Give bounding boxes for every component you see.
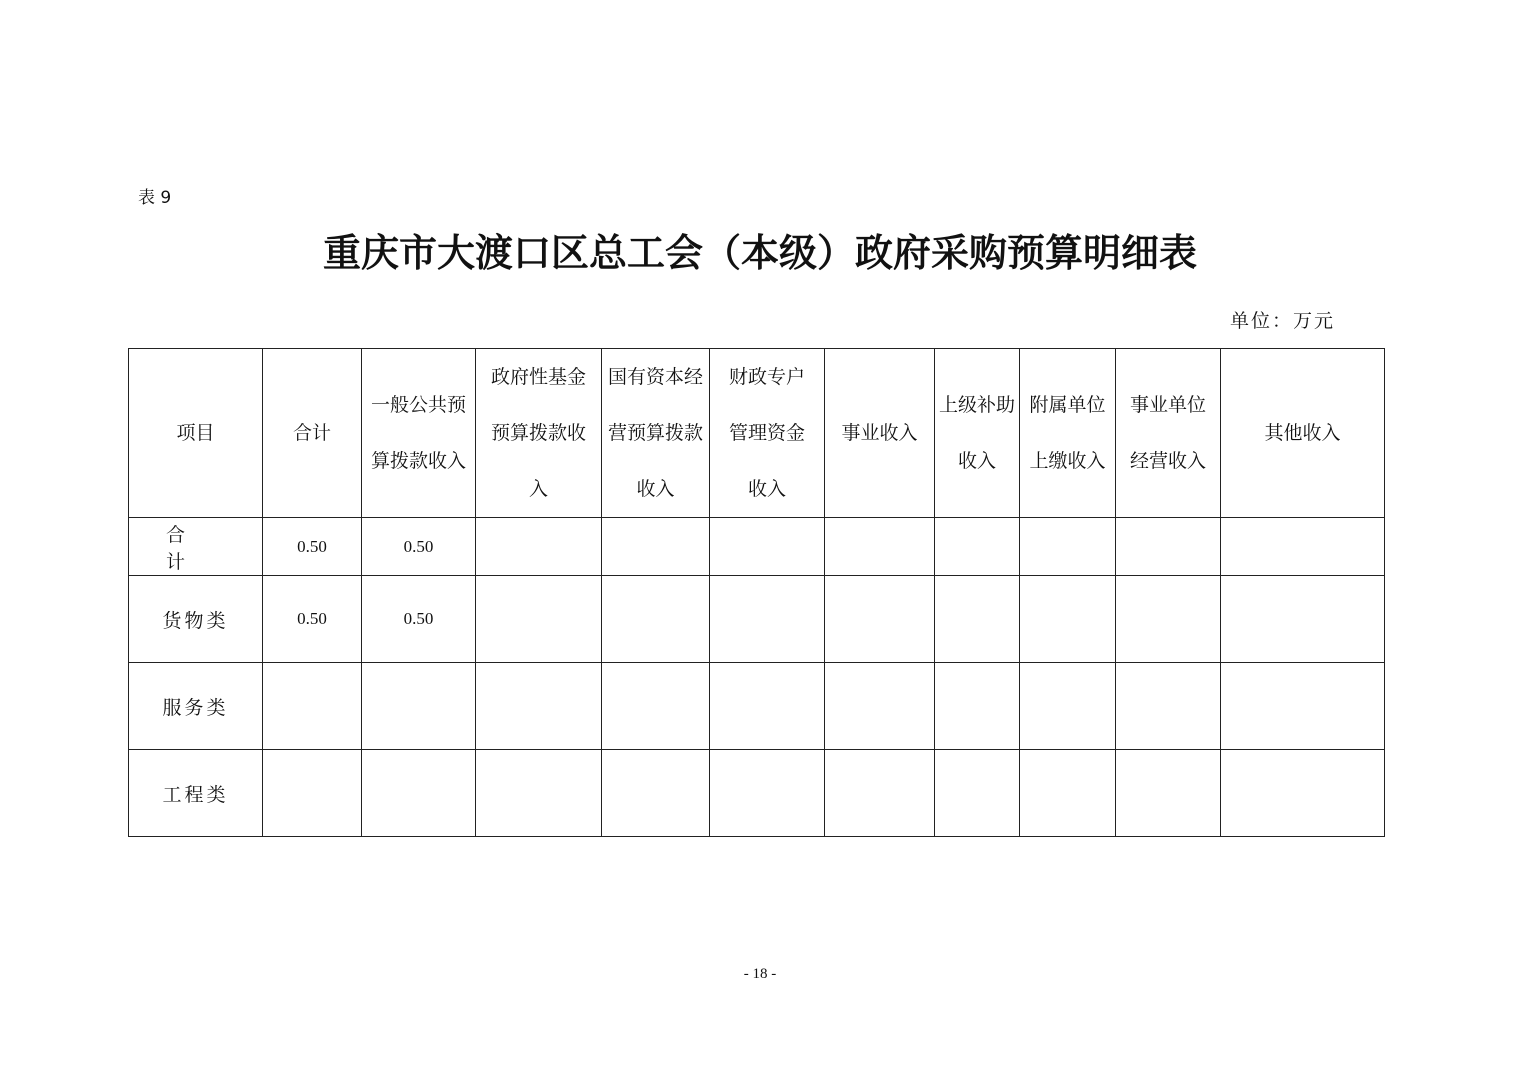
- table-cell: [602, 750, 710, 837]
- column-header-fund-budget: 政府性基金预算拨款收入: [476, 349, 602, 518]
- table-cell: [362, 663, 476, 750]
- table-cell: 0.50: [263, 518, 362, 576]
- column-header-general-budget: 一般公共预算拨款收入: [362, 349, 476, 518]
- table-cell: [1221, 750, 1385, 837]
- table-cell: [1221, 576, 1385, 663]
- header-row: [129, 349, 1385, 518]
- table-cell: [710, 750, 825, 837]
- table-cell: [935, 518, 1020, 576]
- table-cell: [1020, 518, 1116, 576]
- table-cell: 0.50: [362, 518, 476, 576]
- table-cell: [825, 663, 935, 750]
- table-row: [129, 518, 1385, 576]
- procurement-budget-table: [128, 348, 1385, 837]
- column-header-affiliated-units: 附属单位上缴收入: [1020, 349, 1116, 518]
- table-cell: [825, 750, 935, 837]
- table-cell: [476, 576, 602, 663]
- column-header-item: 项目: [129, 349, 263, 518]
- column-header-other-income: 其他收入: [1221, 349, 1385, 518]
- table-row: [129, 576, 1385, 663]
- row-label-goods: 货物类: [129, 576, 263, 663]
- column-header-superior-subsidy: 上级补助收入: [935, 349, 1020, 518]
- table-cell: 0.50: [263, 576, 362, 663]
- table-cell: [710, 663, 825, 750]
- table-cell: [362, 750, 476, 837]
- table-cell: [1116, 576, 1221, 663]
- column-header-business-operation: 事业单位经营收入: [1116, 349, 1221, 518]
- table-cell: [935, 576, 1020, 663]
- table-cell: [825, 576, 935, 663]
- unit-label: 单位：万元: [1230, 310, 1336, 332]
- table-cell: [602, 518, 710, 576]
- table-number: 表 9: [138, 188, 172, 208]
- document-title: 重庆市大渡口区总工会（本级）政府采购预算明细表: [322, 230, 1197, 275]
- table-cell: [1116, 663, 1221, 750]
- table-cell: [602, 663, 710, 750]
- page-number: - 18 -: [743, 966, 777, 982]
- row-label-engineering: 工程类: [129, 750, 263, 837]
- table-cell: [1221, 518, 1385, 576]
- table-row: [129, 750, 1385, 837]
- table-cell: [263, 750, 362, 837]
- table-cell: [935, 750, 1020, 837]
- column-header-business-income: 事业收入: [825, 349, 935, 518]
- table-cell: [602, 576, 710, 663]
- table-cell: [710, 576, 825, 663]
- table-cell: [476, 750, 602, 837]
- table-cell: [476, 663, 602, 750]
- column-header-state-capital: 国有资本经营预算拨款收入: [602, 349, 710, 518]
- table-cell: [825, 518, 935, 576]
- table-cell: [1020, 576, 1116, 663]
- table-cell: [1116, 750, 1221, 837]
- table-cell: 0.50: [362, 576, 476, 663]
- row-label-total: 合 计: [129, 518, 263, 576]
- table-row: [129, 663, 1385, 750]
- table-cell: [1221, 663, 1385, 750]
- table-cell: [1116, 518, 1221, 576]
- table-cell: [1020, 663, 1116, 750]
- table-cell: [263, 663, 362, 750]
- table-cell: [1020, 750, 1116, 837]
- column-header-special-account: 财政专户管理资金收入: [710, 349, 825, 518]
- table-cell: [710, 518, 825, 576]
- table-cell: [476, 518, 602, 576]
- row-label-services: 服务类: [129, 663, 263, 750]
- table-cell: [935, 663, 1020, 750]
- column-header-total: 合计: [263, 349, 362, 518]
